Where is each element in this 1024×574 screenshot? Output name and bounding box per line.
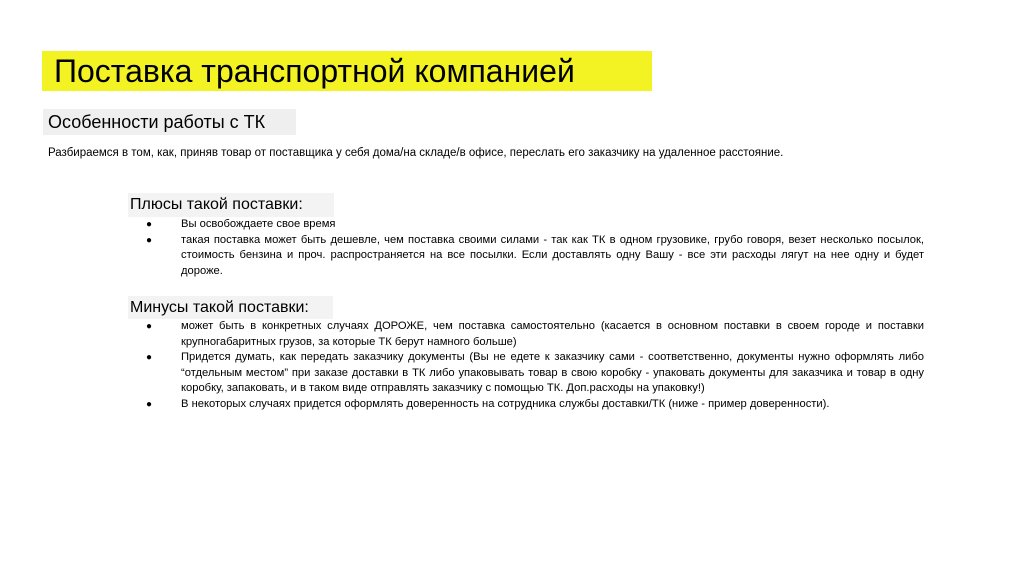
intro-text: Разбираемся в том, как, приняв товар от поставщика у себя дома/на складе/в офисе, переслать его заказчику на удаленное расстояние. (48, 147, 784, 159)
cons-list (130, 319, 924, 413)
cons-item-text: может быть в конкретных случаях ДОРОЖЕ, чем поставка самостоятельно (касается в основном поставки в своем городе и поставки крупногабаритных грузов, за которые ТК берут намного больше) (181, 320, 924, 348)
pros-item-text: такая поставка может быть дешевле, чем поставка своими силами - так как ТК в одном грузовике, грубо говоря, везет несколько посылок, стоимость бензина и проч. распространяется на все посылки. Если доставлять одну Вашу - все эти расходы лягут на нее одну и будет дороже. (181, 233, 924, 277)
list-item (130, 233, 924, 280)
bullet-icon: ● (146, 398, 153, 410)
pros-heading: Плюсы такой поставки: (130, 196, 303, 213)
bullet-icon: ● (146, 219, 153, 230)
list-item (130, 350, 924, 397)
cons-heading: Минусы такой поставки: (130, 299, 309, 316)
list-item (130, 217, 924, 233)
bullet-icon: ● (146, 352, 153, 364)
cons-item-text: В некоторых случаях придется оформлять доверенность на сотрудника службы доставки/ТК (ниже - пример доверенности). (181, 397, 830, 410)
cons-item-text: Придется думать, как передать заказчику документы (Вы не едете к заказчику сами - соответственно, документы нужно оформлять либо “отдельным местом” при заказе доставки в ТК либо упаковывать товар в свою коробку - упаковать документы для заказчика и товар в одну коробку, запаковать, и в таком виде отправлять заказчику с помощью ТК. Доп.расходы на упаковку!) (181, 351, 924, 395)
pros-list (130, 217, 924, 279)
page-title: Поставка транспортной компанией (54, 53, 575, 89)
bullet-icon: ● (146, 321, 153, 332)
list-item (130, 397, 924, 413)
bullet-icon: ● (146, 234, 153, 246)
list-item (130, 319, 924, 350)
subtitle: Особенности работы с ТК (48, 112, 266, 132)
pros-item-text: Вы освобождаете свое время (181, 218, 336, 230)
